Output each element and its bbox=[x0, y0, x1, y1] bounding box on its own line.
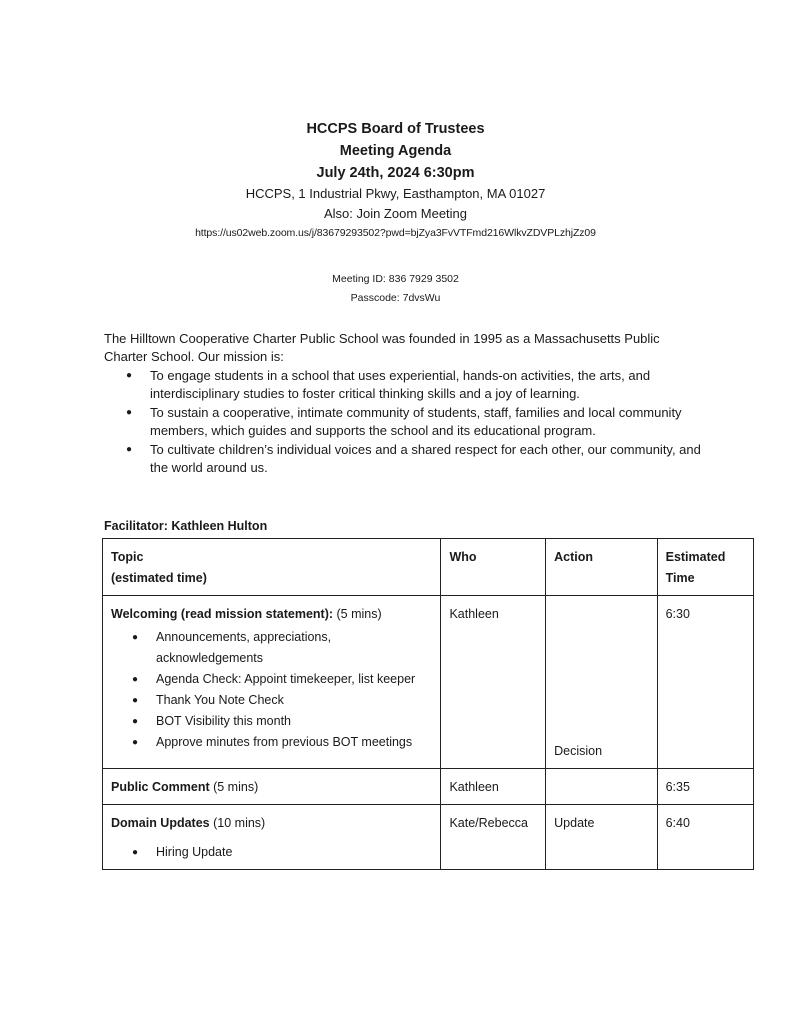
meeting-passcode: Passcode: 7dvsWu bbox=[350, 292, 441, 304]
action-label: Decision bbox=[554, 744, 603, 758]
mission-item: ● To cultivate children’s individual voices and a shared respect for each other, our community, and the world around us. bbox=[104, 441, 704, 477]
table-row bbox=[103, 596, 754, 769]
page-title: Meeting Agenda bbox=[339, 143, 452, 159]
header-action: Action bbox=[546, 539, 657, 596]
topic-item: ● Approve minutes from previous BOT meetings bbox=[111, 732, 432, 753]
zoom-link[interactable]: https://us02web.zoom.us/j/83679293502?pwd=bjZya3FvVTFmd216WlkvZDVPLzhjZz09 bbox=[195, 227, 596, 239]
meeting-credentials bbox=[0, 270, 791, 308]
agenda-table bbox=[102, 538, 754, 870]
action-cell: Update bbox=[546, 805, 657, 870]
mission-section bbox=[104, 330, 704, 478]
topic-title: Domain Updates bbox=[111, 816, 210, 830]
meeting-date: July 24th, 2024 6:30pm bbox=[316, 165, 475, 181]
mission-intro: The Hilltown Cooperative Charter Public School was founded in 1995 as a Massachusetts Public Charter School. Our mission is: bbox=[104, 331, 660, 364]
header-topic-sub: (estimated time) bbox=[111, 571, 207, 585]
topic-cell bbox=[103, 805, 441, 870]
header-topic bbox=[103, 539, 441, 596]
topic-item: ● BOT Visibility this month bbox=[111, 711, 432, 732]
topic-item: ● Agenda Check: Appoint timekeeper, list keeper bbox=[111, 669, 432, 690]
topic-item: ● Hiring Update bbox=[111, 842, 432, 863]
mission-list bbox=[104, 367, 704, 477]
topic-duration: (10 mins) bbox=[209, 816, 266, 830]
action-cell bbox=[546, 596, 657, 769]
topic-title: Public Comment bbox=[111, 780, 210, 794]
time-cell: 6:40 bbox=[657, 805, 753, 870]
zoom-label: Also: Join Zoom Meeting bbox=[323, 206, 468, 221]
topic-cell bbox=[103, 596, 441, 769]
mission-item: ● To sustain a cooperative, intimate community of students, staff, families and local community members, which guides and supports the school and its educational program. bbox=[104, 404, 704, 440]
table-row bbox=[103, 805, 754, 870]
topic-title: Welcoming (read mission statement): bbox=[111, 607, 334, 621]
table-header-row bbox=[103, 539, 754, 596]
org-title: HCCPS Board of Trustees bbox=[306, 121, 485, 137]
header-who: Who bbox=[441, 539, 546, 596]
agenda-header bbox=[0, 118, 791, 242]
header-topic-label: Topic bbox=[111, 550, 144, 564]
time-cell: 6:35 bbox=[657, 769, 753, 805]
topic-item: ● Announcements, appreciations, acknowledgements bbox=[111, 627, 432, 669]
topic-item: ● Thank You Note Check bbox=[111, 690, 432, 711]
time-cell: 6:30 bbox=[657, 596, 753, 769]
meeting-id: Meeting ID: 836 7929 3502 bbox=[332, 273, 459, 285]
table-row bbox=[103, 769, 754, 805]
topic-items bbox=[111, 842, 432, 863]
who-cell: Kathleen bbox=[441, 769, 546, 805]
header-time-label: Estimated bbox=[665, 550, 726, 564]
topic-items bbox=[111, 627, 432, 753]
who-cell: Kate/Rebecca bbox=[441, 805, 546, 870]
topic-duration: (5 mins) bbox=[209, 780, 259, 794]
who-cell: Kathleen bbox=[441, 596, 546, 769]
mission-item: ● To engage students in a school that uses experiential, hands-on activities, the arts, and interdisciplinary studies to foster critical thinking skills and a joy of learning. bbox=[104, 367, 704, 403]
action-cell bbox=[546, 769, 657, 805]
header-time-sub: Time bbox=[665, 571, 695, 585]
topic-duration: (5 mins) bbox=[333, 607, 382, 621]
facilitator-label: Facilitator: Kathleen Hulton bbox=[104, 519, 268, 533]
header-time bbox=[657, 539, 753, 596]
topic-cell bbox=[103, 769, 441, 805]
meeting-address: HCCPS, 1 Industrial Pkwy, Easthampton, MA 01027 bbox=[245, 186, 546, 201]
